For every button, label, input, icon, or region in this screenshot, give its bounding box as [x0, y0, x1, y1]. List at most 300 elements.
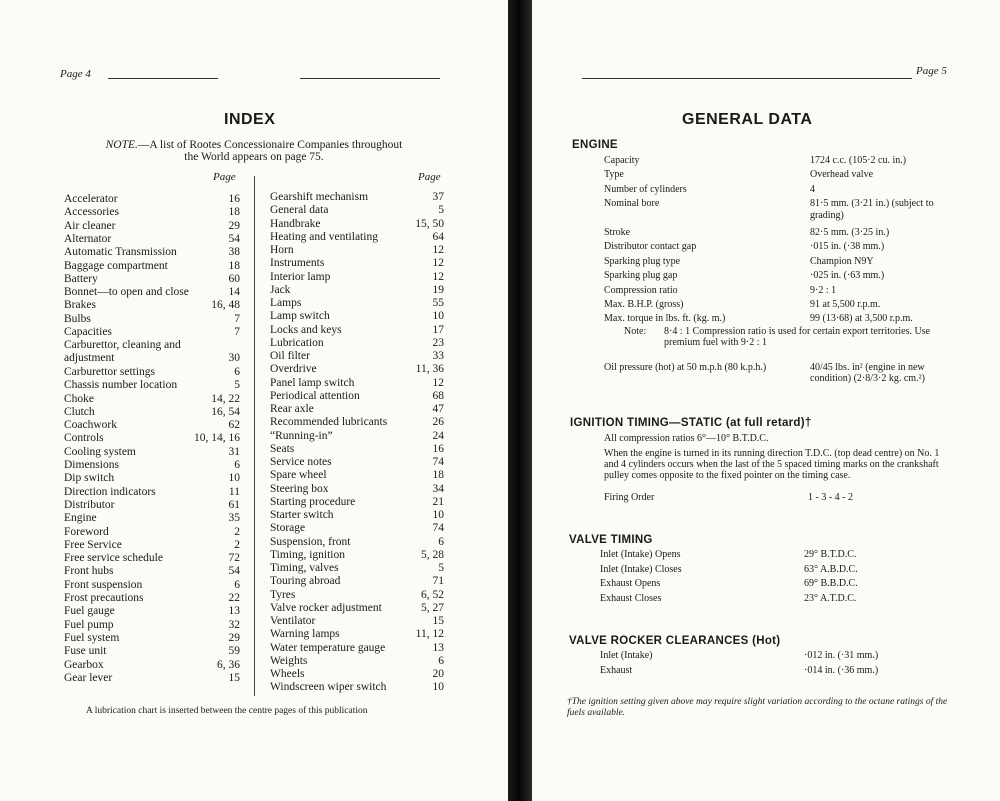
- index-entry: [64, 645, 240, 658]
- index-entry-label: Bulbs: [64, 312, 91, 325]
- index-entry-label: Automatic Transmission: [64, 246, 177, 259]
- index-entry-page: 60: [228, 272, 240, 285]
- index-entry: [64, 619, 240, 632]
- index-entry-label: Panel lamp switch: [270, 376, 355, 389]
- index-entry: [270, 403, 444, 416]
- spec-label: Exhaust Closes: [600, 592, 662, 604]
- header-rule: [300, 78, 440, 79]
- index-entry: [64, 313, 240, 326]
- index-entry-page: 14, 22: [211, 392, 240, 405]
- index-entry-page: 10: [432, 681, 444, 694]
- index-entry-label: Gearshift mechanism: [270, 191, 369, 203]
- index-entry: [270, 483, 444, 496]
- spec-row: [532, 227, 992, 241]
- spec-label: Stroke: [604, 227, 631, 238]
- spec-value: ·015 in. (·38 mm.): [810, 241, 885, 253]
- index-entry-label: “Running-in”: [270, 429, 333, 442]
- col1-page-heading: Page: [213, 171, 236, 183]
- index-entry-label: Dip switch: [64, 472, 115, 485]
- index-entry-page: 5: [438, 204, 444, 217]
- index-entry: [270, 244, 444, 257]
- spec-label: Max. torque in lbs. ft. (kg. m.): [604, 313, 726, 325]
- index-entry-page: 10: [228, 472, 240, 485]
- index-entry-page: 30: [228, 352, 240, 365]
- engine-heading: ENGINE: [572, 139, 618, 151]
- index-entry-label: Overdrive: [270, 363, 317, 376]
- index-entry-page: 13: [432, 641, 444, 654]
- index-entry-page: 12: [432, 270, 444, 283]
- index-entry-page: 32: [228, 618, 240, 631]
- index-entry: [270, 231, 444, 244]
- index-entry-page: 29: [228, 631, 240, 644]
- spec-value: ·025 in. (·63 mm.): [810, 270, 885, 282]
- index-entry-page: 15: [228, 671, 240, 684]
- index-entry-page: 10: [432, 509, 444, 521]
- index-entry: [270, 337, 444, 350]
- index-entry: [270, 218, 444, 231]
- index-entry-label: Instruments: [270, 257, 325, 270]
- index-entry-label: Rear axle: [270, 403, 314, 415]
- general-data-title: GENERAL DATA: [682, 111, 813, 128]
- index-entry-page: 18: [228, 206, 240, 219]
- index-entry-page: 74: [432, 456, 444, 468]
- spec-value: 69° B.B.D.C.: [804, 578, 858, 590]
- index-entry-label: Cooling system: [64, 445, 136, 458]
- spec-value: 63° A.B.D.C.: [804, 563, 858, 575]
- index-entry-label: Carburettor settings: [64, 365, 156, 378]
- index-entry: [270, 310, 444, 323]
- index-entry-page: 26: [432, 416, 444, 429]
- index-entry: [64, 206, 240, 219]
- index-entry: [64, 526, 240, 539]
- index-entry: [64, 246, 240, 259]
- index-entry-label: Engine: [64, 512, 97, 525]
- spec-value: Champion N9Y: [810, 255, 874, 267]
- index-entry-label: Oil filter: [270, 350, 310, 362]
- index-entry-label: Accessories: [64, 206, 119, 219]
- page-number-left: Page 4: [60, 68, 91, 80]
- spec-label: Sparking plug gap: [604, 270, 678, 282]
- index-entry-label: Starting procedure: [270, 495, 356, 508]
- index-entry-label: Fuel system: [64, 631, 120, 644]
- index-entry: [64, 632, 240, 645]
- index-entry: [64, 605, 240, 618]
- index-entry-page: 6, 52: [421, 588, 444, 601]
- spec-row: [532, 285, 992, 299]
- index-entry-page: 11, 36: [415, 363, 444, 376]
- index-entry: [64, 419, 240, 432]
- index-entry-label: Locks and keys: [270, 323, 342, 336]
- index-entry-label: Weights: [270, 654, 308, 667]
- col2-page-heading: Page: [418, 171, 441, 183]
- index-entry: [64, 579, 240, 592]
- index-entry-page: 33: [432, 350, 444, 362]
- index-entry-page: 2: [234, 525, 240, 538]
- note-label: Note:: [624, 326, 647, 337]
- spec-value: 4: [810, 183, 815, 195]
- spec-row: [532, 549, 992, 564]
- page-number-right: Page 5: [916, 65, 947, 77]
- index-entry-label: Frost precautions: [64, 592, 144, 604]
- spec-value: Overhead valve: [810, 169, 874, 181]
- index-entry-label: Bonnet—to open and close: [64, 286, 189, 299]
- lubrication-chart-note: A lubrication chart is inserted between the centre pages of this publication: [86, 706, 368, 716]
- index-entry-page: 37: [432, 191, 444, 203]
- index-entry-label: Ventilator: [270, 615, 316, 627]
- index-entry-label: Lubrication: [270, 336, 324, 349]
- index-entry-page: 13: [228, 605, 240, 618]
- index-entry-page: 6: [234, 578, 240, 591]
- index-entry: [64, 472, 240, 485]
- spec-row: [532, 256, 992, 270]
- index-entry-page: 23: [432, 336, 444, 349]
- spec-row: [532, 650, 992, 665]
- index-entry: [270, 549, 444, 562]
- index-entry: [270, 191, 444, 204]
- spec-label: Exhaust: [600, 664, 633, 676]
- spec-label: Compression ratio: [604, 284, 678, 296]
- spec-value: 1724 c.c. (105·2 cu. in.): [810, 155, 907, 166]
- index-entry: [64, 379, 240, 392]
- index-entry: [270, 456, 444, 469]
- index-entry: [64, 539, 240, 552]
- index-entry-page: 11: [228, 485, 240, 498]
- index-entry-page: 31: [228, 445, 240, 458]
- index-entry-page: 5, 27: [421, 601, 444, 614]
- index-entry: [270, 271, 444, 284]
- valve-timing-heading: VALVE TIMING: [569, 534, 653, 546]
- index-entry-label: Wheels: [270, 668, 305, 680]
- index-entry: [64, 393, 240, 406]
- spec-row: [532, 593, 992, 608]
- rocker-clearances-heading: VALVE ROCKER CLEARANCES (Hot): [569, 635, 781, 647]
- index-entry-page: 18: [432, 469, 444, 482]
- index-entry-page: 38: [228, 246, 240, 259]
- index-entry: [270, 642, 444, 655]
- index-entry-page: 54: [228, 232, 240, 245]
- index-entry-label: Brakes: [64, 299, 96, 312]
- index-note: [62, 139, 446, 163]
- index-entry-page: 24: [432, 429, 444, 442]
- index-entry-page: 74: [432, 522, 444, 535]
- index-entry-label: Spare wheel: [270, 469, 327, 482]
- compression-ratios-line: All compression ratios 6°—10° B.T.D.C.: [604, 433, 769, 444]
- index-entry-page: 12: [432, 244, 444, 256]
- firing-order-label: Firing Order: [604, 492, 655, 503]
- index-entry: [64, 193, 240, 206]
- index-entry: [270, 390, 444, 403]
- spec-value: 29° B.T.D.C.: [804, 549, 857, 560]
- index-entry-label: Starter switch: [270, 509, 334, 521]
- index-entry-page: 17: [432, 323, 444, 336]
- index-entry-label: Fuel gauge: [64, 605, 115, 618]
- index-entry-page: 6: [438, 654, 444, 667]
- index-entry-label: Clutch: [64, 405, 95, 418]
- index-entry-label: Interior lamp: [270, 270, 331, 283]
- index-entry: [270, 297, 444, 310]
- index-entry: [270, 522, 444, 535]
- index-entry: [270, 469, 444, 482]
- general-data-page: [532, 0, 1000, 801]
- spec-value: 91 at 5,500 r.p.m.: [810, 299, 881, 310]
- index-entry-page: 6, 36: [217, 658, 240, 671]
- index-entry: [270, 377, 444, 390]
- index-entry: [270, 363, 444, 376]
- index-title: INDEX: [224, 111, 276, 128]
- index-entry: [270, 575, 444, 588]
- index-entry: [64, 659, 240, 672]
- index-entry-label: Capacities: [64, 326, 112, 338]
- index-entry-page: 16: [228, 193, 240, 205]
- index-entry: [270, 496, 444, 509]
- ignition-footnote: †The ignition setting given above may require slight variation according to the octane ratings of the fuels available.: [567, 697, 948, 718]
- index-entry-label: Direction indicators: [64, 485, 156, 498]
- index-entry: [64, 512, 240, 525]
- index-entry-label: Free service schedule: [64, 552, 163, 565]
- index-entry: [64, 286, 240, 299]
- index-entry-label: Battery: [64, 272, 98, 285]
- index-entry: [64, 672, 240, 685]
- index-entry-page: 10: [432, 310, 444, 323]
- spec-label: Distributor contact gap: [604, 241, 697, 253]
- index-entry-label: Gear lever: [64, 671, 113, 684]
- index-entry-label: Coachwork: [64, 419, 118, 432]
- spec-label: Inlet (Intake) Closes: [600, 563, 682, 575]
- note-lead: NOTE.: [105, 139, 138, 151]
- index-entry: [64, 220, 240, 233]
- index-entry-label: Heating and ventilating: [270, 230, 378, 243]
- index-entry-page: 34: [432, 482, 444, 495]
- index-entry: [270, 668, 444, 681]
- index-entry-page: 6: [234, 459, 240, 471]
- spec-row: [532, 184, 992, 198]
- spec-value: 81·5 mm. (3·21 in.) (subject to grading): [810, 198, 934, 222]
- spec-label: Capacity: [604, 155, 640, 166]
- index-entry-page: 6: [438, 535, 444, 548]
- index-entry-label: Recommended lubricants: [270, 416, 388, 429]
- index-entry-label: Alternator: [64, 232, 112, 245]
- index-entry-page: 20: [432, 668, 444, 680]
- index-entry: [64, 339, 240, 365]
- index-entry-label: Service notes: [270, 456, 332, 468]
- index-entry: [270, 204, 444, 217]
- index-entry-label: Touring abroad: [270, 575, 341, 588]
- index-entry: [270, 536, 444, 549]
- index-entry-label: Fuse unit: [64, 645, 107, 658]
- index-entry: [64, 260, 240, 273]
- index-entry-label: Suspension, front: [270, 535, 351, 548]
- index-entry-label: Water temperature gauge: [270, 641, 386, 654]
- index-entry-label: Gearbox: [64, 658, 104, 671]
- spec-value: 23° A.T.D.C.: [804, 592, 857, 604]
- book-gutter: [508, 0, 532, 801]
- index-entry-page: 11, 12: [415, 628, 444, 641]
- index-entry-page: 5: [438, 562, 444, 574]
- index-entry-page: 47: [432, 403, 444, 415]
- spec-label: Nominal bore: [604, 198, 660, 210]
- index-entry-page: 64: [432, 230, 444, 243]
- spec-label: Inlet (Intake) Opens: [600, 549, 681, 560]
- index-entry: [64, 552, 240, 565]
- index-entry-page: 15, 50: [415, 217, 444, 230]
- note-text-line2: the World appears on page 75.: [184, 151, 324, 163]
- index-entry-label: Controls: [64, 432, 104, 445]
- index-entry-page: 7: [234, 326, 240, 338]
- index-entry-page: 16, 48: [211, 299, 240, 312]
- index-entry-label: Distributor: [64, 498, 115, 511]
- index-entry-label: Tyres: [270, 588, 296, 601]
- index-entry: [270, 257, 444, 270]
- column-divider: [254, 176, 255, 696]
- index-entry-page: 35: [228, 512, 240, 525]
- index-entry-page: 19: [432, 283, 444, 296]
- index-entry-label: Horn: [270, 244, 294, 256]
- compression-note: 8·4 : 1 Compression ratio is used for certain export territories. Use premium fuel with 9·2 : 1: [664, 326, 931, 348]
- spec-label: Inlet (Intake): [600, 650, 653, 661]
- index-entry: [270, 681, 444, 694]
- index-entry-label: Front hubs: [64, 565, 114, 578]
- index-entry-label: Choke: [64, 392, 95, 405]
- index-entry-page: 7: [234, 312, 240, 325]
- header-rule: [582, 78, 912, 79]
- index-entry-page: 16: [432, 442, 444, 455]
- index-entry-label: Accelerator: [64, 193, 118, 205]
- index-entry-label: Air cleaner: [64, 219, 116, 232]
- index-entry-page: 72: [228, 552, 240, 565]
- spec-value: ·014 in. (·36 mm.): [804, 664, 879, 676]
- index-entry-page: 18: [228, 259, 240, 272]
- oil-pressure-label: Oil pressure (hot) at 50 m.p.h (80 k.p.h.): [604, 362, 767, 373]
- index-entry: [64, 446, 240, 459]
- index-entry-label: Front suspension: [64, 578, 143, 591]
- spec-row: [532, 241, 992, 255]
- index-entry-label: Chassis number location: [64, 379, 178, 392]
- index-entry: [270, 443, 444, 456]
- spec-row: [532, 665, 992, 680]
- index-entry-label: Windscreen wiper switch: [270, 681, 387, 694]
- oil-pressure-value: 40/45 lbs. in² (engine in new condition) (2·8/3·2 kg. cm.²): [810, 362, 925, 384]
- index-entry-page: 6: [234, 365, 240, 378]
- index-entry-label: Steering box: [270, 482, 329, 495]
- index-entry-page: 15: [432, 615, 444, 627]
- index-entry-page: 12: [432, 376, 444, 389]
- spec-row: [532, 155, 992, 169]
- spec-row: [532, 564, 992, 579]
- spec-row: [532, 299, 992, 313]
- spec-row: [532, 169, 992, 183]
- index-entry-page: 71: [432, 575, 444, 588]
- index-entry-label: Valve rocker adjustment: [270, 601, 382, 614]
- index-entry: [64, 592, 240, 605]
- index-entry-page: 62: [228, 419, 240, 432]
- index-entry: [270, 324, 444, 337]
- index-entry: [64, 499, 240, 512]
- index-entry-page: 29: [228, 219, 240, 232]
- spec-label: Max. B.H.P. (gross): [604, 299, 684, 310]
- spec-label: Exhaust Opens: [600, 578, 661, 590]
- index-entry-label: Lamps: [270, 297, 302, 309]
- index-entry-label: Fuel pump: [64, 618, 114, 631]
- index-entry-label: Timing, valves: [270, 562, 339, 574]
- index-entry: [270, 562, 444, 575]
- index-entry-label: Lamp switch: [270, 310, 330, 323]
- index-entry-label: Carburettor, cleaning and adjustment: [64, 339, 181, 365]
- index-entry: [270, 284, 444, 297]
- spec-row: [532, 578, 992, 593]
- spec-row: [532, 198, 992, 222]
- index-entry: [64, 406, 240, 419]
- spec-value: 9·2 : 1: [810, 284, 837, 296]
- index-entry-page: 61: [228, 498, 240, 511]
- index-entry-label: Timing, ignition: [270, 548, 345, 561]
- index-entry-page: 5, 28: [421, 548, 444, 561]
- index-entry: [270, 509, 444, 522]
- index-entry-label: Handbrake: [270, 217, 321, 230]
- index-entry-label: Periodical attention: [270, 389, 360, 402]
- index-entry-page: 5: [234, 379, 240, 392]
- index-entry-label: Dimensions: [64, 459, 119, 471]
- index-entry-label: Storage: [270, 522, 306, 535]
- index-entry-label: Warning lamps: [270, 628, 340, 641]
- spec-row: [532, 270, 992, 284]
- index-entry: [270, 350, 444, 363]
- index-entry: [270, 416, 444, 429]
- spec-value: 82·5 mm. (3·25 in.): [810, 227, 890, 238]
- index-entry: [64, 366, 240, 379]
- index-entry-page: 2: [234, 538, 240, 551]
- spec-label: Number of cylinders: [604, 183, 687, 195]
- index-entry-page: 55: [432, 297, 444, 309]
- spec-value: ·012 in. (·31 mm.): [804, 650, 879, 661]
- index-entry: [270, 615, 444, 628]
- index-entry-page: 22: [228, 592, 240, 604]
- index-entry: [64, 486, 240, 499]
- index-entry: [64, 233, 240, 246]
- note-text: —A list of Rootes Concessionaire Companies throughout: [137, 139, 403, 151]
- index-entry: [64, 299, 240, 312]
- index-entry-page: 12: [432, 257, 444, 270]
- index-entry-label: Baggage compartment: [64, 259, 168, 272]
- spec-value: 99 (13·68) at 3,500 r.p.m.: [810, 313, 913, 325]
- ignition-heading: IGNITION TIMING—STATIC (at full retard)†: [570, 417, 812, 429]
- index-entry-label: Jack: [270, 283, 291, 296]
- index-entry: [270, 655, 444, 668]
- firing-order-value: 1 - 3 - 4 - 2: [808, 492, 853, 503]
- index-entry-page: 14: [228, 286, 240, 299]
- index-entry: [64, 326, 240, 339]
- index-entry-label: Free Service: [64, 538, 122, 551]
- index-entry: [64, 432, 240, 445]
- index-entry: [64, 565, 240, 578]
- index-entry-label: Seats: [270, 442, 295, 455]
- index-entry: [270, 602, 444, 615]
- index-entry-page: 21: [432, 495, 444, 508]
- tdc-paragraph: When the engine is turned in its running direction T.D.C. (top dead centre) on No. 1 and 4 cylinders occurs when the last of the 5 spaced timing marks on the crankshaft pulley comes opposite to the fixed pointer on the timing case.: [604, 448, 940, 481]
- spec-label: Sparking plug type: [604, 255, 681, 267]
- index-entry: [64, 459, 240, 472]
- index-entry: [270, 430, 444, 443]
- index-entry: [270, 628, 444, 641]
- index-entry-label: Foreword: [64, 525, 109, 538]
- header-rule: [108, 78, 218, 79]
- index-entry-page: 10, 14, 16: [194, 432, 240, 445]
- index-entry-page: 59: [228, 645, 240, 658]
- index-entry: [270, 589, 444, 602]
- index-entry-page: 68: [432, 389, 444, 402]
- spec-label: Type: [604, 169, 624, 181]
- index-entry-page: 16, 54: [211, 405, 240, 418]
- index-entry-label: General data: [270, 204, 329, 217]
